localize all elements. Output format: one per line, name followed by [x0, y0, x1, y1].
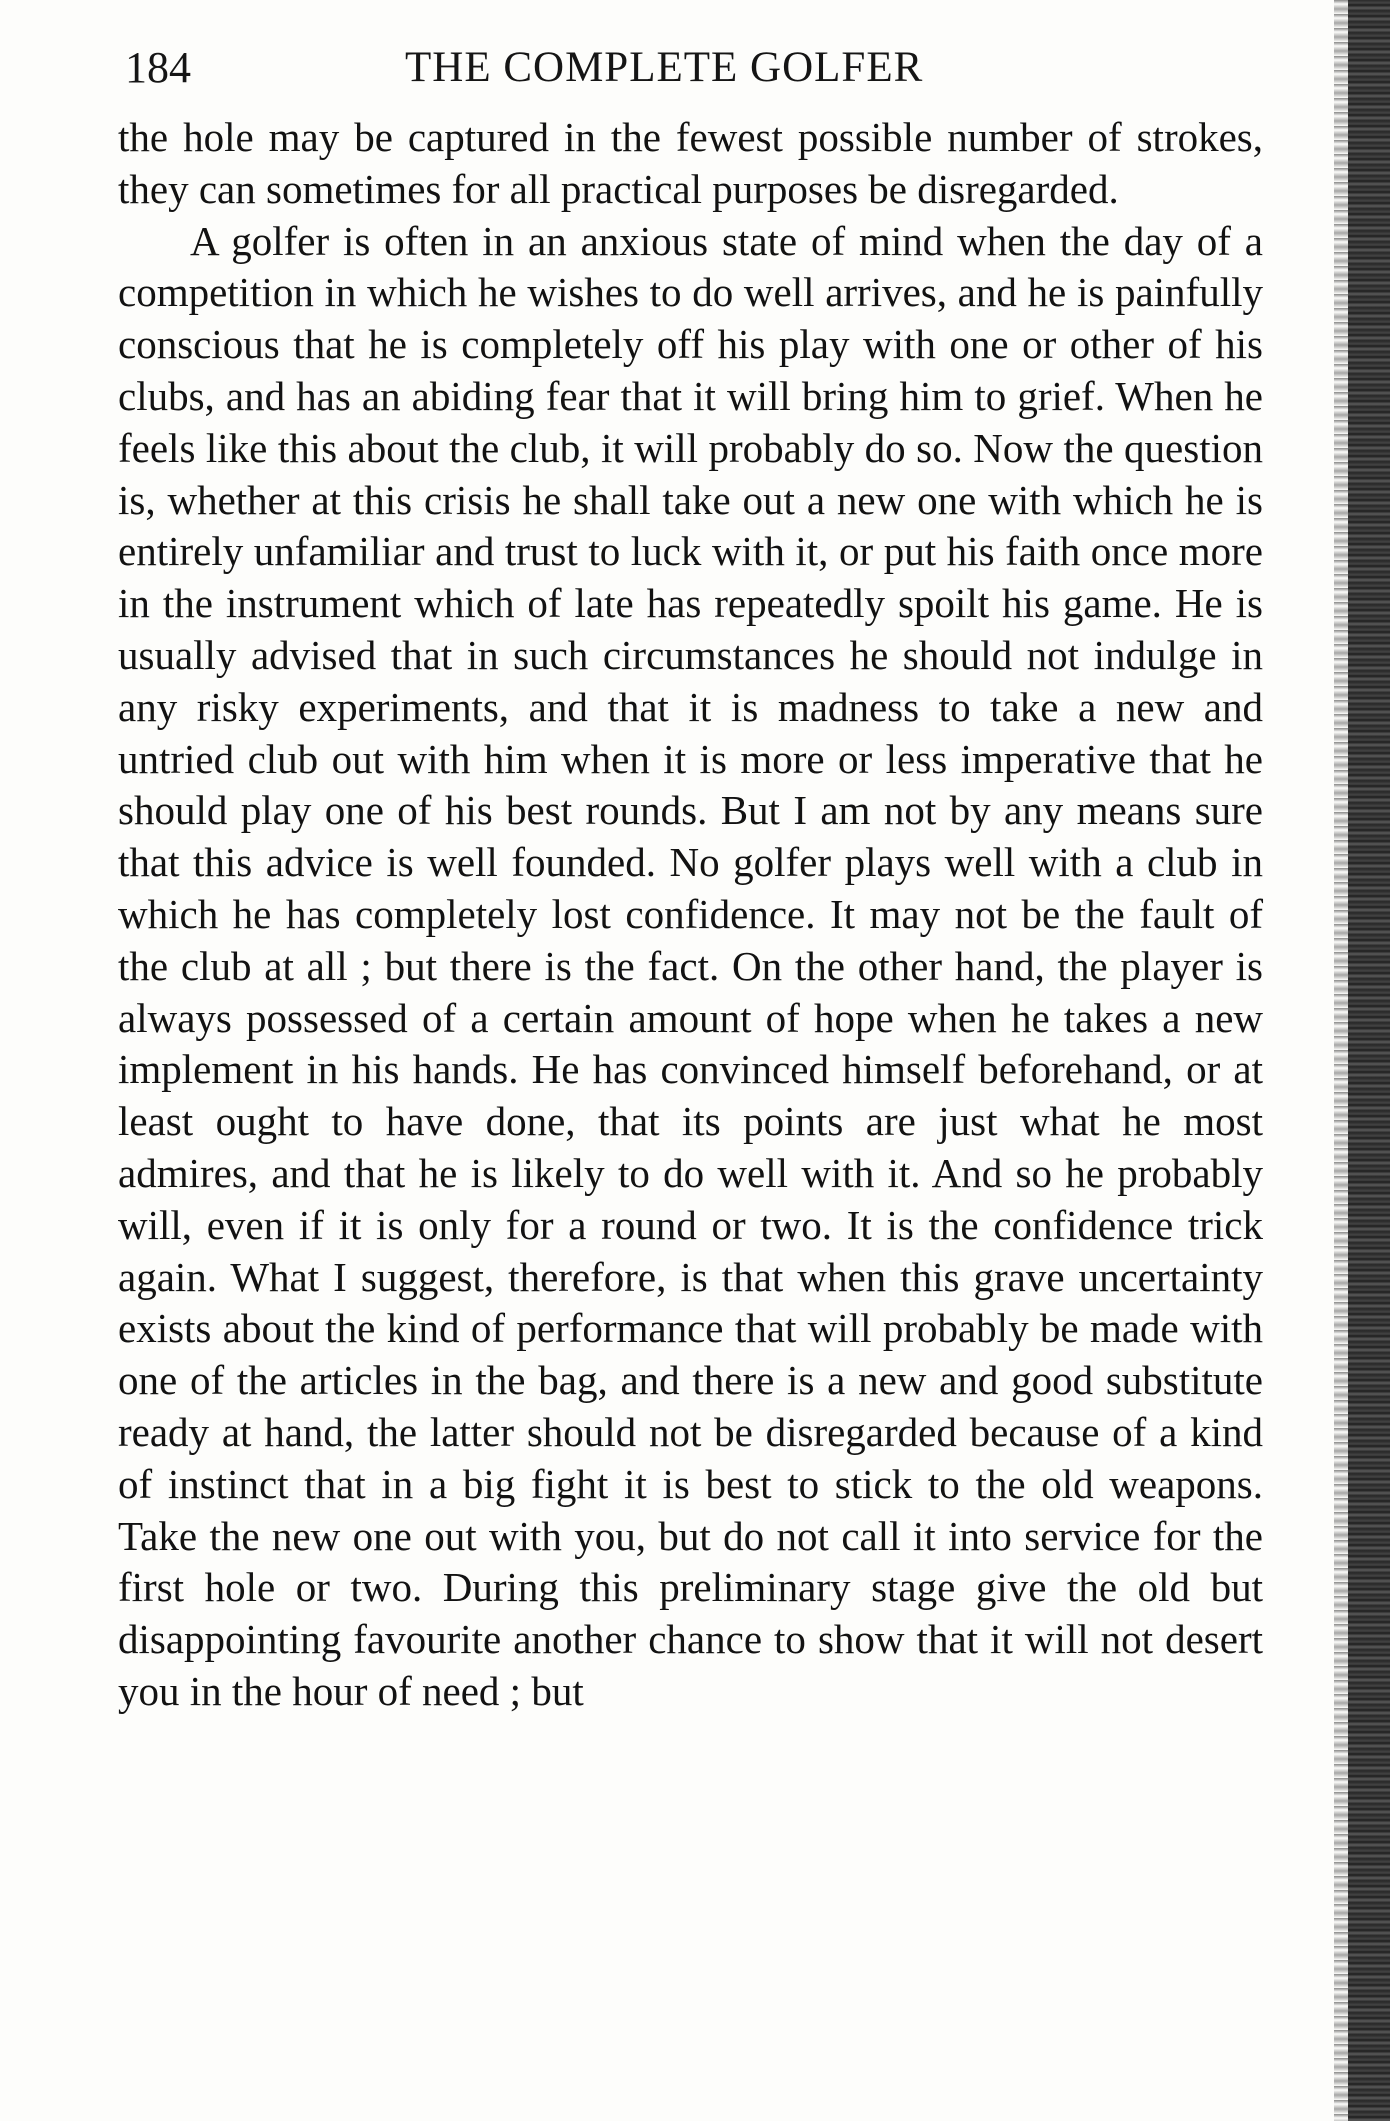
- page-header: [125, 38, 1265, 98]
- page-edge: [1348, 0, 1390, 2121]
- running-head: THE COMPLETE GOLFER: [405, 44, 924, 91]
- paragraph-continued: the hole may be captured in the fewest possible number of strokes, they can sometimes for all practical purposes be disregarded.: [118, 114, 1263, 212]
- body-text: [118, 112, 1263, 1718]
- page-number: 184: [125, 43, 191, 92]
- paragraph: A golfer is often in an anxious state of mind when the day of a competition in which he wishes to do well arrives, and he is painfully conscious that he is completely off his play with one or other of his clubs, and has an abiding fear that it will bring him to grief. When he feels like this about the club, it will probably do so. Now the question is, whether at this crisis he shall take out a new one with which he is entirely unfamiliar and trust to luck with it, or put his faith once more in the instrument which of late has repeatedly spoilt his game. He is usually advised that in such circumstances he should not indulge in any risky experiments, and that it is madness to take a new and untried club out with him when it is more or less imperative that he should play one of his best rounds. But I am not by any means sure that this advice is well founded. No golfer plays well with a club in which he has completely lost confidence. It may not be the fault of the club at all ; but there is the fact. On the other hand, the player is always possessed of a certain amount of hope when he takes a new implement in his hands. He has convinced himself beforehand, or at least ought to have done, that its points are just what he most admires, and that he is likely to do well with it. And so he probably will, even if it is only for a round or two. It is the confidence trick again. What I suggest, therefore, is that when this grave uncertainty exists about the kind of performance that will probably be made with one of the articles in the bag, and there is a new and good substitute ready at hand, the latter should not be disregarded because of a kind of instinct that in a big fight it is best to stick to the old weapons. Take the new one out with you, but do not call it into service for the first hole or two. During this preliminary stage give the old but disappointing favourite another chance to show that it will not desert you in the hour of need ; but: [118, 217, 1263, 1714]
- page-edge-shadow: [1334, 0, 1348, 2121]
